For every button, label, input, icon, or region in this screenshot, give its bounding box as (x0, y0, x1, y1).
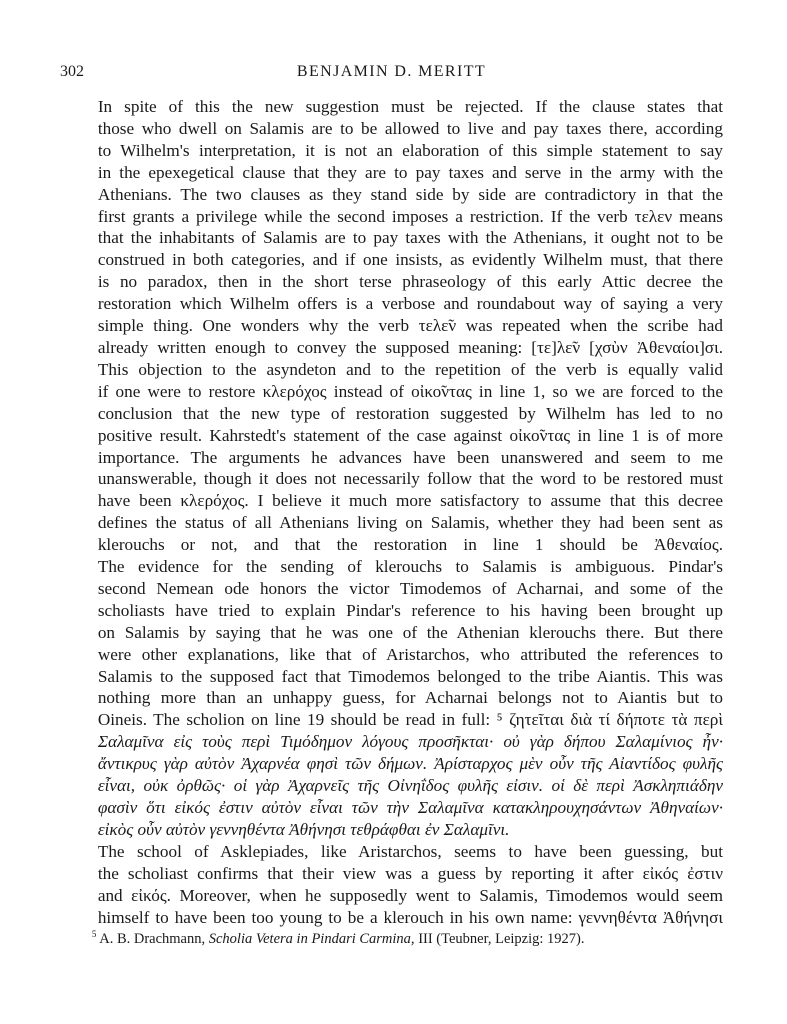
footnote-marker: 5 (91, 929, 97, 940)
text-line: those who dwell on Salamis are to be allowed to live and pay taxes there, according (97, 118, 723, 138)
text-line: importance. The arguments he advances have been unanswered and seem to me (97, 447, 723, 467)
text-line: conclusion that the new type of restoration suggested by Wilhelm has led to no (97, 403, 723, 423)
footnote-author: A. B. Drachmann, (99, 931, 206, 947)
text-line: on Salamis by saying that he was one of the Athenian klerouchs there. But there (97, 622, 723, 642)
text-line: the scholiast confirms that their view was a guess by reporting it after εἰκός ἐστιν (97, 863, 723, 883)
text-line: and εἰκός. Moreover, when he supposedly went to Salamis, Timodemos would seem (97, 885, 723, 905)
text-line: Oineis. The scholion on line 19 should be read in full: ⁵ ζητεῖται διὰ τί δήποτε τὰ περὶ (97, 710, 723, 730)
text-line: In spite of this the new suggestion must be rejected. If the clause states that (97, 97, 723, 116)
text-line: This objection to the asyndeton and to the repetition of the verb is equally valid (97, 359, 723, 379)
body-text (60, 96, 723, 928)
text-line: if one were to restore κλερόχος instead of οἰκο̃ντας in line 1, so we are forced to the (97, 381, 723, 401)
greek-scholion-line: εἰκὸς οὖν αὐτὸν γεννηθέντα Ἀθήνησι τεθράφθαι ἐν Σαλαμῖνι. (97, 819, 510, 839)
text-line: klerouchs or not, and that the restoration in line 1 should be Ἀθεναίος. (97, 535, 723, 555)
greek-scholion-line: Σαλαμῖνα εἰς τοὺς περὶ Τιμόδημον λόγους προσῆκται· οὐ γὰρ δήπου Σαλαμίνιος ἦν· (97, 732, 723, 752)
text-line: Salamis to the supposed fact that Timodemos belonged to the tribe Aiantis. This was (97, 666, 723, 686)
paragraph-1 (60, 96, 723, 359)
text-line: nothing more than an unhappy guess, for Acharnai belongs not to Aiantis but to (97, 688, 723, 708)
greek-scholion-line: ἄντικρυς γὰρ αὐτὸν Ἀχαρνέα φησὶ τῶν δήμων. Ἀρίσταρχος μὲν οὖν τῆς Αἰαντίδος φυλῆς (97, 754, 723, 774)
text-line: already written enough to convey the supposed meaning: [τε]λε̃ν [χσὺν Ἀθεναίοι]σι. (97, 337, 723, 357)
footnote-work-title: Scholia Vetera in Pindari Carmina, (208, 931, 415, 947)
paragraph-3 (60, 556, 723, 841)
running-title: BENJAMIN D. MERITT (296, 63, 487, 80)
paragraph-4 (60, 841, 723, 929)
text-line: restoration which Wilhelm offers is a verbose and roundabout way of saying a very (97, 294, 723, 314)
text-line: second Nemean ode honors the victor Timodemos of Acharnai, and some of the (97, 578, 723, 598)
greek-scholion-line: εἶναι, οὐκ ὀρθῶς· οἱ γὰρ Ἀχαρνεῖς τῆς Οἰνηΐδος φυλῆς εἰσιν. οἱ δὲ περὶ Ἀσκληπιάδην (97, 776, 723, 796)
text-line: is no paradox, then in the short terse phraseology of this early Attic decree the (97, 272, 723, 292)
text-line: himself to have been too young to be a klerouch in his own name: γεννηθέντα Ἀθήνησι (97, 907, 723, 927)
text-line: simple thing. One wonders why the verb τελε̃ν was repeated when the scribe had (97, 316, 723, 336)
text-line: defines the status of all Athenians living on Salamis, whether they had been sent as (97, 513, 723, 533)
text-line: that the inhabitants of Salamis are to pay taxes with the Athenians, it ought not to be (97, 228, 723, 248)
paragraph-2 (60, 359, 723, 556)
footnote (60, 930, 723, 948)
text-line: have been κλερόχος. I believe it much more satisfactory to assume that this decree (97, 491, 723, 511)
text-line: The school of Asklepiades, like Aristarchos, seems to have been guessing, but (97, 841, 723, 861)
text-line: construed in both categories, and if one insists, as evidently Wilhelm must, that there (97, 250, 723, 270)
page-number: 302 (60, 63, 84, 80)
text-line: Athenians. The two clauses as they stand side by side are contradictory in that the (97, 184, 723, 204)
text-line: The evidence for the sending of klerouchs to Salamis is ambiguous. Pindar's (97, 557, 723, 577)
greek-scholion-line: φασὶν ὅτι εἰκός ἐστιν αὐτὸν εἶναι τῶν τὴν Σαλαμῖνα κατακληρουχησάντων Ἀθηναίων· (97, 798, 723, 817)
text-line: to Wilhelm's interpretation, it is not an elaboration of this simple statement to say (97, 140, 723, 160)
footnote-details: III (Teubner, Leipzig: 1927). (418, 931, 585, 947)
text-line: positive result. Kahrstedt's statement of the case against οἰκο̃ντας in line 1 is of more (97, 425, 723, 445)
text-line: first grants a privilege while the second imposes a restriction. If the verb τελεν means (97, 206, 723, 226)
text-line: scholiasts have tried to explain Pindar's reference to his having been brought up (97, 600, 723, 620)
text-line: unanswerable, though it does not necessarily follow that the word to be restored must (97, 469, 723, 489)
text-line: were other explanations, like that of Aristarchos, who attributed the references to (97, 644, 723, 664)
text-line: in the epexegetical clause that they are to pay taxes and serve in the army with the (97, 162, 723, 182)
